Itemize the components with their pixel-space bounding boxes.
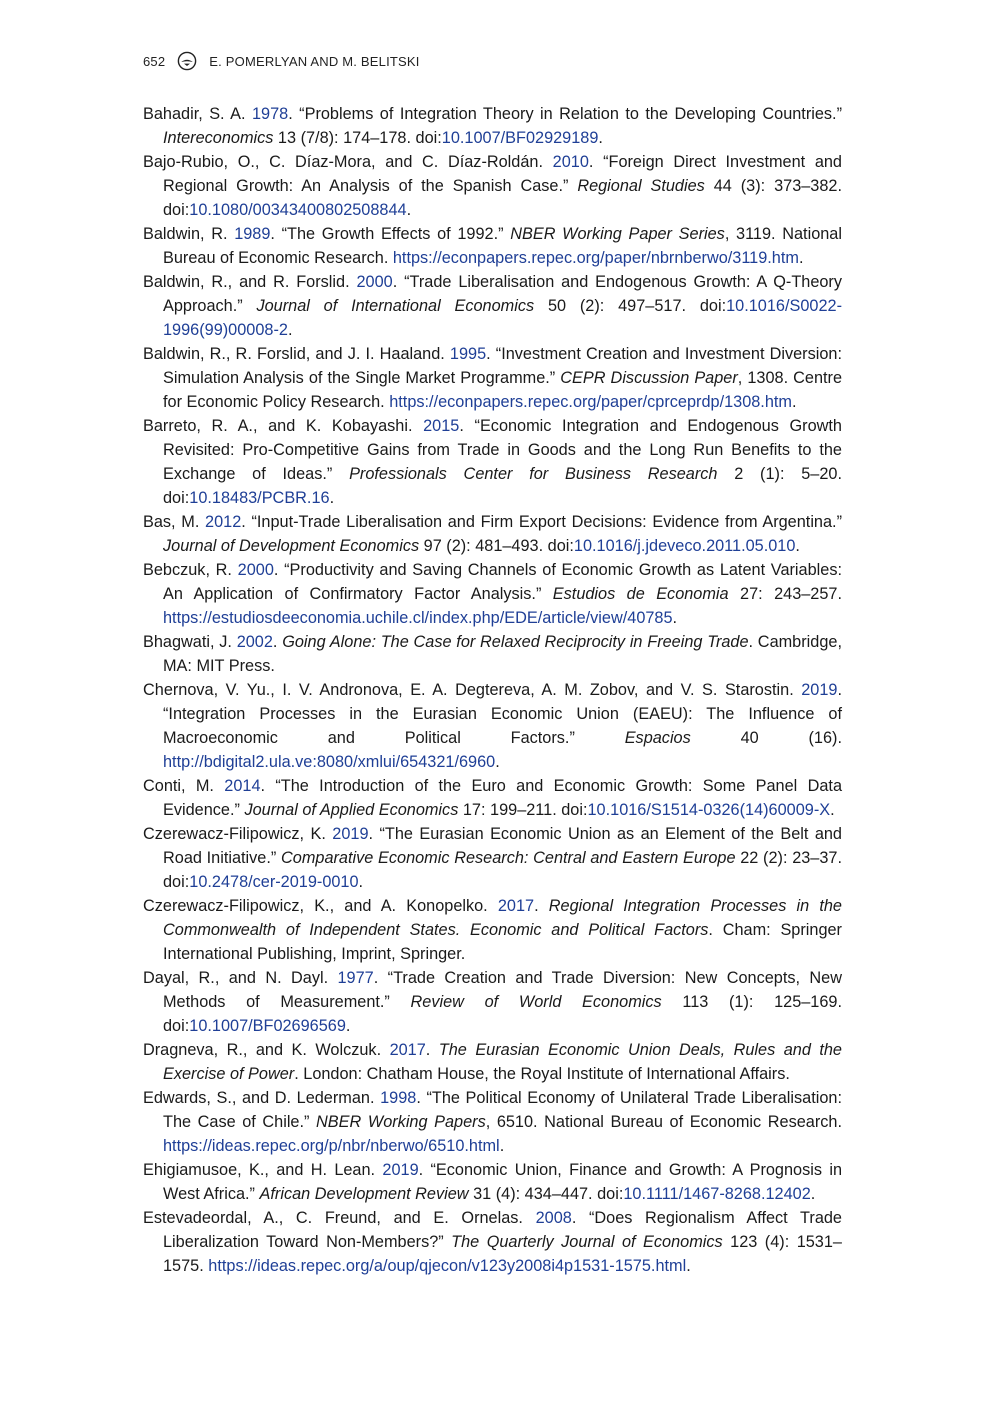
reference-doi-link[interactable]: 10.1080/00343400802508844 (189, 201, 407, 219)
reference-entry (143, 342, 842, 414)
reference-doi-link[interactable]: https://econpapers.repec.org/paper/nbrnberwo/3119.htm (392, 249, 799, 267)
reference-year-link[interactable]: 1989 (234, 225, 271, 243)
reference-source: African Development Review (259, 1185, 469, 1203)
reference-authors: Dayal, R., and N. Dayl. (143, 969, 338, 987)
reference-end: . (358, 873, 364, 891)
reference-title: . “Foreign Direct Investment and Regional Growth: An Analysis of the Spanish Case.” (163, 153, 842, 195)
reference-year-link[interactable]: 2019 (382, 1161, 419, 1179)
reference-details: . Cham: Springer International Publishing, Imprint, Springer. (163, 921, 842, 963)
reference-entry (143, 414, 842, 510)
reference-authors: Bas, M. (143, 513, 206, 531)
reference-year-link[interactable]: 2010 (552, 153, 589, 171)
reference-source: Professionals Center for Business Research (349, 465, 718, 483)
reference-doi-link[interactable]: 10.1007/BF02929189 (441, 129, 599, 147)
reference-source: Going Alone: The Case for Relaxed Reciprocity in Freeing Trade (282, 633, 749, 651)
reference-entry (143, 558, 842, 630)
reference-end: . (495, 753, 500, 771)
reference-authors: Baldwin, R. (143, 225, 235, 243)
reference-doi-link[interactable]: 10.18483/PCBR.16 (189, 489, 330, 507)
reference-source: The Eurasian Economic Union Deals, Rules and the Exercise of Power (163, 1041, 842, 1083)
reference-doi-link[interactable]: 10.1111/1467-8268.12402 (623, 1185, 811, 1203)
reference-entry (143, 894, 842, 966)
reference-source: Journal of International Economics (256, 297, 535, 315)
reference-title: . “The Political Economy of Unilateral Trade Liberalisation: The Case of Chile.” (163, 1089, 842, 1131)
reference-source: Espacios (624, 729, 691, 747)
reference-authors: Ehigiamusoe, K., and H. Lean. (143, 1161, 383, 1179)
reference-doi-link[interactable]: https://ideas.repec.org/p/nbr/nberwo/6510.html (163, 1137, 500, 1155)
reference-source: NBER Working Papers (316, 1113, 486, 1131)
reference-entry (143, 150, 842, 222)
reference-authors: Barreto, R. A., and K. Kobayashi. (143, 417, 424, 435)
reference-details: 13 (7/8): 174–178. doi: (273, 129, 442, 147)
reference-end: . (499, 1137, 505, 1155)
reference-entry (143, 102, 842, 150)
reference-details: 31 (4): 434–447. doi: (468, 1185, 624, 1203)
reference-title: . “Does Regionalism Affect Trade Liberalization Toward Non-Members?” (163, 1209, 842, 1251)
reference-details: . London: Chatham House, the Royal Institute of International Affairs. (294, 1065, 790, 1083)
reference-year-link[interactable]: 2000 (237, 561, 274, 579)
reference-year-link[interactable]: 2015 (423, 417, 460, 435)
reference-details: , 1308. Centre for Economic Policy Research. (163, 369, 843, 411)
reference-authors: Edwards, S., and D. Lederman. (143, 1089, 381, 1107)
reference-entry (143, 222, 842, 270)
reference-source: Regional Integration Processes in the Commonwealth of Independent States. Economic and Political Factors (163, 897, 842, 939)
reference-title: . “Trade Liberalisation and Endogenous Growth: A Q-Theory Approach.” (163, 273, 842, 315)
reference-title: . “The Eurasian Economic Union as an Element of the Belt and Road Initiative.” (163, 825, 842, 867)
reference-year-link[interactable]: 1978 (251, 105, 289, 123)
reference-year-link[interactable]: 2017 (389, 1041, 426, 1059)
reference-entry (143, 822, 842, 894)
reference-title: . “Trade Creation and Trade Diversion: New Concepts, New Methods of Measurement.” (163, 969, 842, 1011)
reference-authors: Bajo-Rubio, O., C. Díaz-Mora, and C. Díaz-Roldán. (143, 153, 553, 171)
reference-end: . (810, 1185, 816, 1203)
reference-doi-link[interactable]: 10.1016/j.jdeveco.2011.05.010 (573, 537, 796, 555)
reference-details: 113 (1): 125–169. doi: (163, 993, 842, 1035)
reference-title: . “Investment Creation and Investment Diversion: Simulation Analysis of the Single Market Programme.” (163, 345, 842, 387)
reference-doi-link[interactable]: https://econpapers.repec.org/paper/cprceprdp/1308.htm (389, 393, 792, 411)
reference-details: . Cambridge, MA: MIT Press. (163, 633, 842, 675)
reference-entry (143, 510, 842, 558)
reference-end: . (598, 129, 603, 147)
reference-title: . (534, 897, 549, 915)
reference-title: . “The Introduction of the Euro and Economic Growth: Some Panel Data Evidence.” (163, 777, 843, 819)
reference-details: 22 (2): 23–37. doi: (163, 849, 842, 891)
reference-source: Comparative Economic Research: Central and Eastern Europe (281, 849, 736, 867)
reference-authors: Chernova, V. Yu., I. V. Andronova, E. A. Degtereva, A. M. Zobov, and V. S. Starostin. (143, 681, 802, 699)
reference-entry (143, 1158, 842, 1206)
reference-end: . (287, 321, 293, 339)
reference-authors: Dragneva, R., and K. Wolczuk. (143, 1041, 390, 1059)
reference-title: . “Productivity and Saving Channels of Economic Growth as Latent Variables: An Application of Confirmatory Factor Analysis.” (163, 561, 842, 603)
reference-end: . (798, 249, 804, 267)
reference-doi-link[interactable]: 10.1007/BF02696569 (189, 1017, 346, 1035)
reference-entry (143, 774, 842, 822)
reference-year-link[interactable]: 2019 (801, 681, 838, 699)
reference-end: . (672, 609, 678, 627)
reference-details: , 6510. National Bureau of Economic Research. (485, 1113, 842, 1131)
reference-source: Intereconomics (163, 129, 274, 147)
reference-end: . (830, 801, 835, 819)
reference-source: Journal of Development Economics (163, 537, 420, 555)
running-header (143, 50, 420, 72)
reference-end: . (686, 1257, 691, 1275)
reference-details: 97 (2): 481–493. doi: (419, 537, 574, 555)
reference-authors: Estevadeordal, A., C. Freund, and E. Ornelas. (143, 1209, 536, 1227)
reference-source: Review of World Economics (410, 993, 662, 1011)
reference-end: . (795, 537, 800, 555)
reference-year-link[interactable]: 2014 (224, 777, 261, 795)
reference-entry (143, 270, 842, 342)
reference-year-link[interactable]: 1998 (380, 1089, 417, 1107)
reference-title: . (425, 1041, 439, 1059)
reference-year-link[interactable]: 2019 (332, 825, 369, 843)
publisher-logo-icon (177, 51, 197, 71)
reference-year-link[interactable]: 1977 (337, 969, 374, 987)
reference-entry (143, 966, 842, 1038)
reference-details: 123 (4): 1531–1575. (163, 1233, 842, 1275)
reference-authors: Baldwin, R., R. Forslid, and J. I. Haaland. (143, 345, 450, 363)
reference-title: . “Integration Processes in the Eurasian Economic Union (EAEU): The Influence of Macroeconomic and Political Factors.” (163, 681, 842, 747)
reference-year-link[interactable]: 2008 (535, 1209, 572, 1227)
reference-title: . “Economic Integration and Endogenous Growth Revisited: Pro-Competitive Gains from Trade in Goods and the Long Run Benefits to the Exchange of Ideas.” (163, 417, 842, 483)
reference-source: NBER Working Paper Series (510, 225, 725, 243)
reference-list (143, 102, 842, 1278)
reference-source: CEPR Discussion Paper (560, 369, 738, 387)
reference-details: 50 (2): 497–517. doi: (534, 297, 727, 315)
reference-authors: Bebczuk, R. (143, 561, 238, 579)
reference-source: Journal of Applied Economics (244, 801, 459, 819)
reference-title: . (272, 633, 283, 651)
reference-entry (143, 1038, 842, 1086)
reference-title: . “Problems of Integration Theory in Relation to the Developing Countries.” (288, 105, 843, 123)
header-authors: E. POMERLYAN AND M. BELITSKI (209, 53, 420, 69)
reference-year-link[interactable]: 2017 (497, 897, 535, 915)
reference-end: . (345, 1017, 351, 1035)
reference-authors: Bahadir, S. A. (143, 105, 252, 123)
reference-authors: Bhagwati, J. (143, 633, 237, 651)
reference-end: . (329, 489, 335, 507)
reference-doi-link[interactable]: 10.1016/S1514-0326(14)60009-X (587, 801, 831, 819)
reference-year-link[interactable]: 2012 (205, 513, 242, 531)
reference-details: 27: 243–257. (728, 585, 842, 603)
reference-details: 2 (1): 5–20. doi: (163, 465, 842, 507)
reference-details: , 3119. National Bureau of Economic Research. (163, 225, 842, 267)
reference-authors: Czerewacz-Filipowicz, K. (143, 825, 333, 843)
reference-entry (143, 1086, 842, 1158)
reference-entry (143, 1206, 842, 1278)
page-number: 652 (143, 53, 166, 69)
reference-doi-link[interactable]: 10.1016/S0022-1996(99)00008-2 (163, 297, 842, 339)
reference-doi-link[interactable]: 10.2478/cer-2019-0010 (189, 873, 359, 891)
reference-source: Estudios de Economia (552, 585, 729, 603)
reference-entry (143, 630, 842, 678)
reference-year-link[interactable]: 2000 (356, 273, 393, 291)
reference-details: 40 (16). (690, 729, 842, 747)
reference-doi-link[interactable]: http://bdigital2.ula.ve:8080/xmlui/654321/6960 (163, 753, 496, 771)
reference-entry (143, 678, 842, 774)
reference-title: . “The Growth Effects of 1992.” (270, 225, 511, 243)
reference-authors: Conti, M. (143, 777, 225, 795)
reference-details: 44 (3): 373–382. doi: (163, 177, 842, 219)
reference-end: . (791, 393, 797, 411)
reference-title: . “Economic Union, Finance and Growth: A Prognosis in West Africa.” (163, 1161, 842, 1203)
reference-source: Regional Studies (577, 177, 705, 195)
reference-title: . “Input-Trade Liberalisation and Firm Export Decisions: Evidence from Argentina.” (241, 513, 842, 531)
reference-details: 17: 199–211. doi: (458, 801, 588, 819)
reference-doi-link[interactable]: https://ideas.repec.org/a/oup/qjecon/v123y2008i4p1531-1575.html (208, 1257, 687, 1275)
reference-authors: Baldwin, R., and R. Forslid. (143, 273, 357, 291)
reference-end: . (406, 201, 412, 219)
reference-source: The Quarterly Journal of Economics (451, 1233, 723, 1251)
reference-doi-link[interactable]: https://estudiosdeeconomia.uchile.cl/index.php/EDE/article/view/40785 (163, 609, 673, 627)
reference-year-link[interactable]: 1995 (449, 345, 487, 363)
reference-year-link[interactable]: 2002 (236, 633, 273, 651)
reference-authors: Czerewacz-Filipowicz, K., and A. Konopelko. (143, 897, 498, 915)
